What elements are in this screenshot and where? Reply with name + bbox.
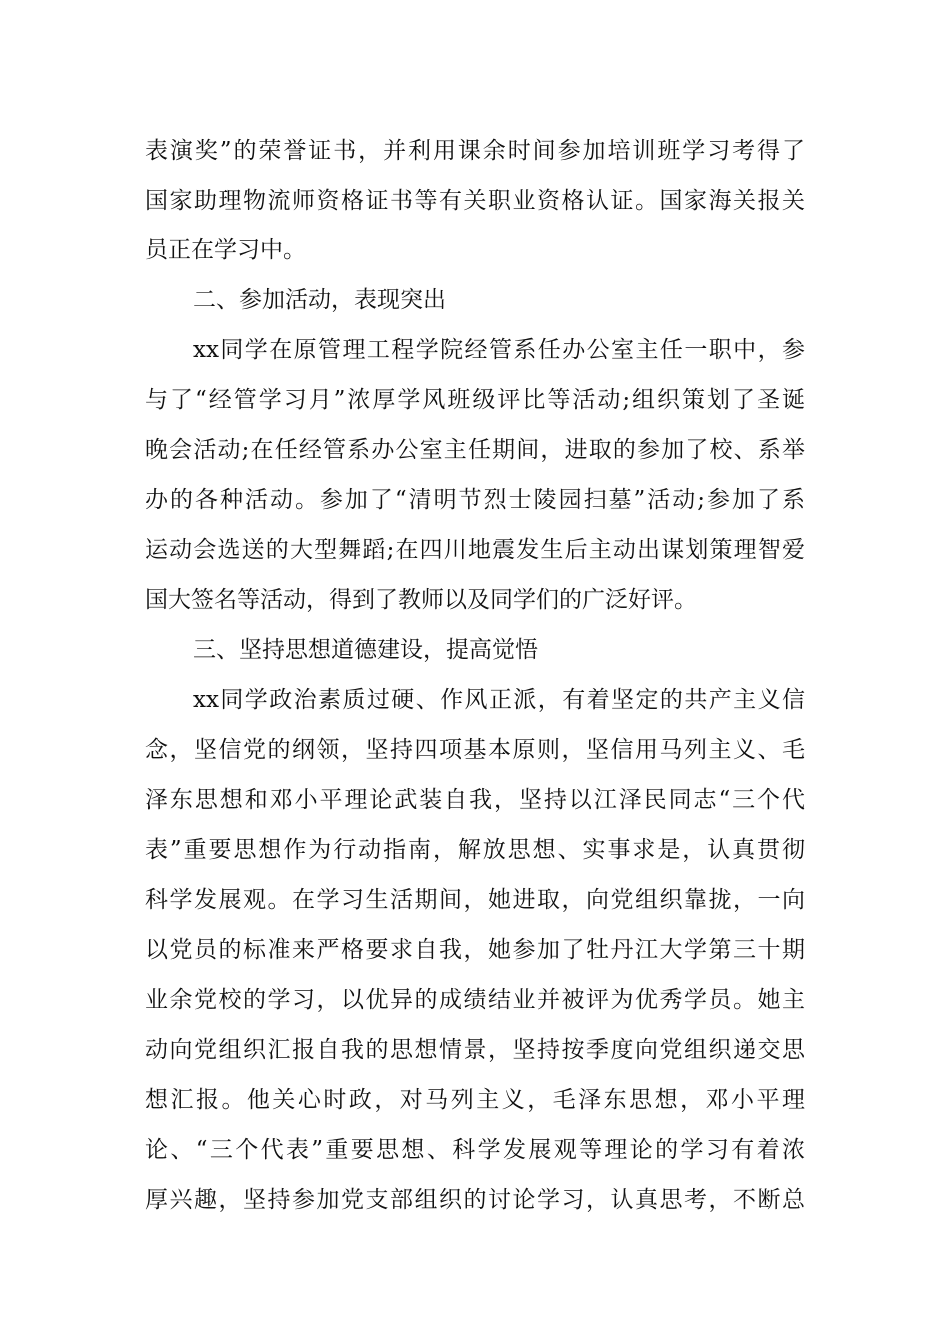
paragraph-line: 国家助理物流师资格证书等有关职业资格认证。国家海关报关 (145, 188, 805, 214)
paragraph-line: 运动会选送的大型舞蹈;在四川地震发生后主动出谋划策理智爱 (145, 537, 805, 563)
paragraph-line: 以党员的标准来严格要求自我，她参加了牡丹江大学第三十期 (145, 937, 805, 963)
paragraph-line: 想汇报。他关心时政，对马列主义，毛泽东思想，邓小平理 (145, 1087, 805, 1113)
paragraph-line: 表演奖”的荣誉证书，并利用课余时间参加培训班学习考得了 (145, 138, 805, 164)
paragraph-line: xx同学政治素质过硬、作风正派，有着坚定的共产主义信 (193, 687, 805, 713)
paragraph-line: 业余党校的学习，以优异的成绩结业并被评为优秀学员。她主 (145, 987, 805, 1013)
section-heading-3: 三、坚持思想道德建设，提高觉悟 (193, 637, 538, 663)
paragraph-line: 念，坚信党的纲领，坚持四项基本原则，坚信用马列主义、毛 (145, 737, 805, 763)
paragraph-line: 员正在学习中。 (145, 237, 306, 263)
paragraph-line: 科学发展观。在学习生活期间，她进取，向党组织靠拢，一向 (145, 887, 805, 913)
paragraph-line: 办的各种活动。参加了“清明节烈士陵园扫墓”活动;参加了系 (145, 487, 805, 513)
paragraph-line: 泽东思想和邓小平理论武装自我，坚持以江泽民同志“三个代 (145, 787, 805, 813)
paragraph-line: 厚兴趣，坚持参加党支部组织的讨论学习，认真思考，不断总 (145, 1187, 805, 1213)
paragraph-line: 论、“三个代表”重要思想、科学发展观等理论的学习有着浓 (145, 1137, 805, 1163)
paragraph-line: 动向党组织汇报自我的思想情景，坚持按季度向党组织递交思 (145, 1037, 805, 1063)
paragraph-line: xx同学在原管理工程学院经管系任办公室主任一职中，参 (193, 337, 805, 363)
section-heading-2: 二、参加活动，表现突出 (193, 287, 446, 313)
paragraph-line: 与了“经管学习月”浓厚学风班级评比等活动;组织策划了圣诞 (145, 387, 805, 413)
paragraph-line: 表”重要思想作为行动指南，解放思想、实事求是，认真贯彻 (145, 837, 805, 863)
paragraph-line: 国大签名等活动，得到了教师以及同学们的广泛好评。 (145, 587, 697, 613)
paragraph-line: 晚会活动;在任经管系办公室主任期间，进取的参加了校、系举 (145, 437, 805, 463)
